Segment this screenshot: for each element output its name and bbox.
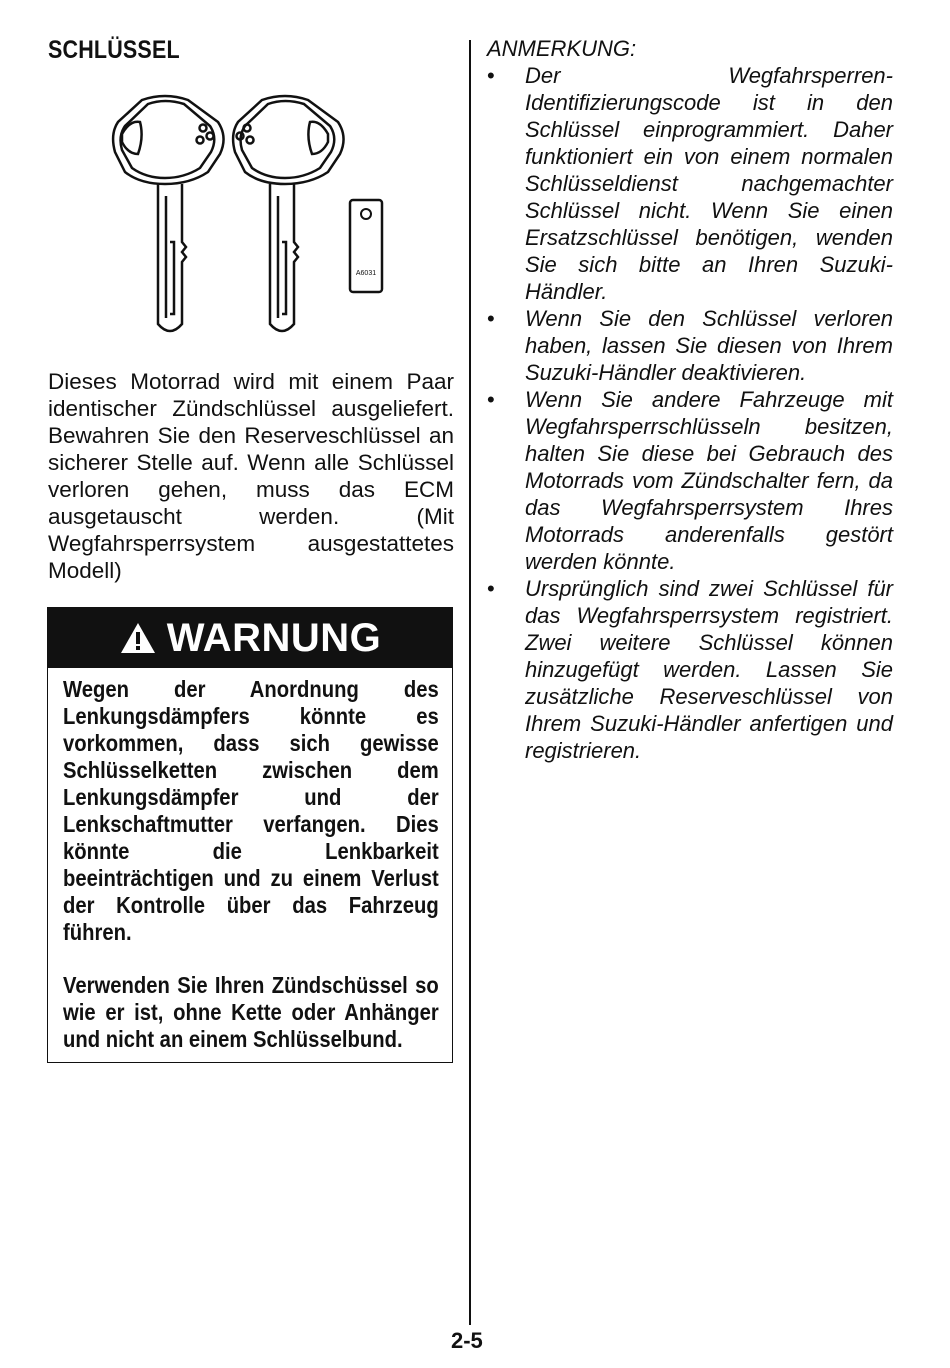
warning-paragraph: Wegen der Anordnung des Lenkungsdämpfers könnte es vorkommen, dass sich gewisse Schlüsselketten zwischen dem Lenkungsdämpfer und der Lenkschaftmutter verfangen. Dies könnte die Lenkbarkeit beeinträchtigen und zu einem Verlust der Kontrolle über das Fahrzeug führen. <box>63 676 439 945</box>
list-item <box>487 386 893 575</box>
key-code-tag-text: A6031 <box>355 270 377 277</box>
bullet-icon: • <box>487 63 495 88</box>
intro-paragraph: Dieses Motorrad wird mit einem Paar identischer Zündschlüssel ausgeliefert. Bewahren Sie den Reserveschlüssel an sicherer Stelle auf. Wenn alle Schlüssel verloren gehen, muss das ECM ausgetauscht werden. (Mit Wegfahrsperrsystem ausgestattetes Modell) <box>48 369 454 583</box>
warning-triangle-icon <box>119 621 157 655</box>
warning-body <box>48 668 452 1053</box>
page-number: 2-5 <box>451 1328 483 1353</box>
note-item-text: Der Wegfahrsperren-Identifizierungscode ist in den Schlüssel einprogrammiert. Daher funktioniert ein von einem normalen Schlüsseldienst nachgemachter Schlüssel nicht. Wenn Sie einen Ersatzschlüssel benötigen, wenden Sie sich bitte an Ihren Suzuki-Händler. <box>525 63 893 304</box>
list-item <box>487 575 893 764</box>
key-code-tag-icon <box>350 200 382 292</box>
note-title: ANMERKUNG: <box>487 36 637 61</box>
warning-box <box>47 607 453 1063</box>
key-left-icon <box>113 96 223 331</box>
key-illustration <box>110 92 400 342</box>
note-item-text: Wenn Sie andere Fahrzeuge mit Wegfahrsperrschlüsseln besitzen, halten Sie diese bei Gebrauch des Motorrads vom Zündschalter fern, da das Wegfahrsperrsystem Ihres Motorrads anderenfalls gestört werden könnte. <box>525 387 893 574</box>
warning-label: WARNUNG <box>166 615 382 660</box>
bullet-icon: • <box>487 576 495 601</box>
warning-header <box>48 608 452 668</box>
note-item-text: Ursprünglich sind zwei Schlüssel für das Wegfahrsperrsystem registriert. Zwei weitere Schlüssel können hinzugefügt werden. Lassen Sie zusätzliche Reserveschlüssel von Ihrem Suzuki-Händler anfertigen und registrieren. <box>525 576 893 763</box>
bullet-icon: • <box>487 387 495 412</box>
section-title: SCHLÜSSEL <box>48 36 180 64</box>
note-list <box>487 62 893 764</box>
warning-paragraph: Verwenden Sie Ihren Zündschüssel so wie er ist, ohne Kette oder Anhänger und nicht an einem Schlüsselbund. <box>63 972 439 1052</box>
list-item <box>487 62 893 305</box>
bullet-icon: • <box>487 306 495 331</box>
list-item <box>487 305 893 386</box>
note-item-text: Wenn Sie den Schlüssel verloren haben, lassen Sie diesen von Ihrem Suzuki-Händler deaktivieren. <box>525 306 893 385</box>
column-divider <box>469 40 471 1325</box>
key-right-icon <box>233 96 343 331</box>
